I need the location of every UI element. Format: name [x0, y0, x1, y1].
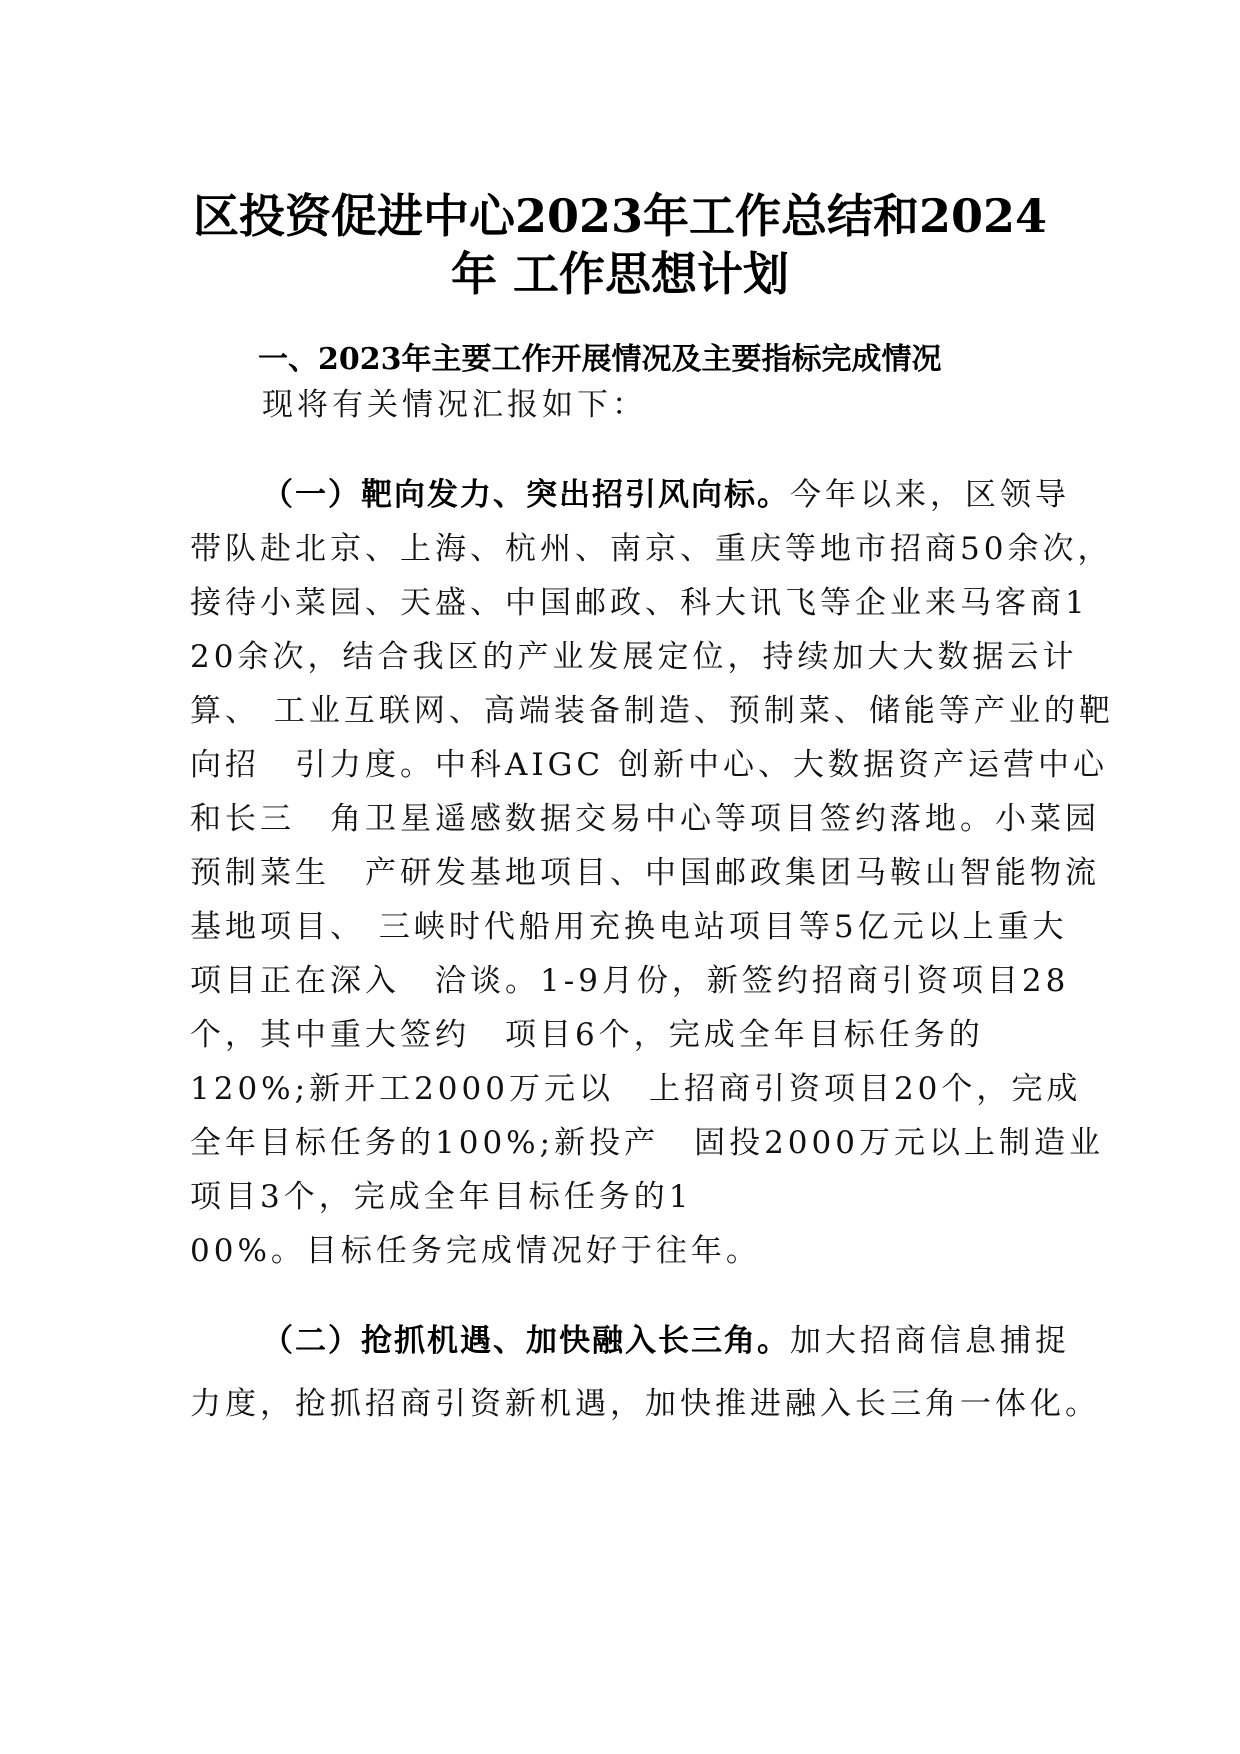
paragraph-1-line: 全年目标任务的100%;新投产 固投2000万元以上制造业 [190, 1125, 1104, 1161]
paragraph-1-line: 接待小菜园、天盛、中国邮政、科大讯飞等企业来马客商1 [190, 585, 1089, 621]
paragraph-2-first-line-text: 加大招商信息捕捉 [790, 1323, 1070, 1359]
paragraph-1-line: 向招 引力度。中科AIGC 创新中心、大数据资产运营中心 [190, 747, 1108, 783]
paragraph-1-line: 项目正在深入 洽谈。1-9月份，新签约招商引资项目28 [190, 963, 1070, 999]
paragraph-2-line: 力度，抢抓招商引资新机遇，加快推进融入长三角一体化。 [190, 1386, 1100, 1422]
paragraph-1-first-line-text: 今年以来，区领导 [790, 477, 1070, 513]
paragraph-1-line: 120%;新开工2000万元以 上招商引资项目20个，完成 [190, 1071, 1082, 1107]
paragraph-2-lead: （二）抢抓机遇、加快融入长三角。 [262, 1323, 790, 1359]
paragraph-1-line: 20余次，结合我区的产业发展定位，持续加大大数据云计 [190, 639, 1078, 675]
paragraph-1-line: 项目3个，完成全年目标任务的1 [190, 1179, 693, 1215]
section-heading: 一、2023年主要工作开展情况及主要指标完成情况 [258, 342, 942, 377]
paragraph-2-first-line [262, 1321, 1070, 1361]
intro-paragraph: 现将有关情况汇报如下： [262, 387, 647, 423]
document-title-line-1: 区投资促进中心2023年工作总结和2024 [192, 189, 1048, 243]
paragraph-1-lead: （一）靶向发力、突出招引风向标。 [262, 477, 790, 513]
paragraph-1-line: 算、 工业互联网、高端装备制造、预制菜、储能等产业的靶 [190, 693, 1114, 729]
document-title-line-2: 年 工作思想计划 [450, 247, 789, 301]
paragraph-1-line: 和长三 角卫星遥感数据交易中心等项目签约落地。小菜园 [190, 801, 1100, 837]
paragraph-1-first-line [262, 475, 1070, 515]
paragraph-1-line: 基地项目、 三峡时代船用充换电站项目等5亿元以上重大 [190, 909, 1068, 945]
paragraph-1-line: 00%。目标任务完成情况好于往年。 [190, 1233, 761, 1269]
paragraph-1-line: 个，其中重大签约 项目6个，完成全年目标任务的 [190, 1017, 984, 1053]
paragraph-1-line: 带队赴北京、上海、杭州、南京、重庆等地市招商50余次， [190, 531, 1113, 567]
paragraph-1-line: 预制菜生 产研发基地项目、中国邮政集团马鞍山智能物流 [190, 855, 1100, 891]
